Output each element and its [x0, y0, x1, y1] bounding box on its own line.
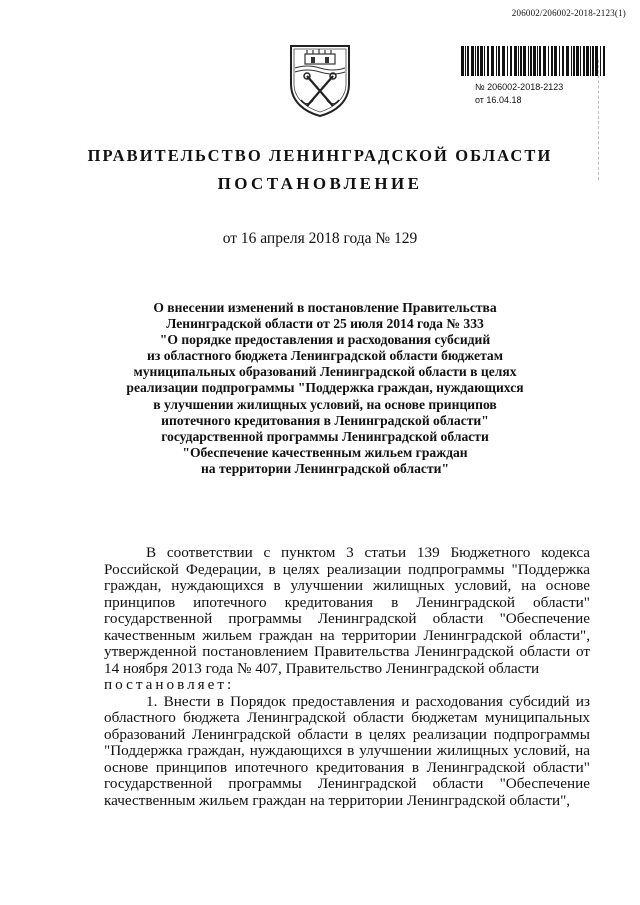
document-type: ПОСТАНОВЛЕНИЕ [217, 174, 423, 193]
coat-of-arms-icon [287, 42, 353, 118]
subject-line: муниципальных образований Ленинградской области в целях [133, 364, 517, 380]
government-title: ПРАВИТЕЛЬСТВО ЛЕНИНГРАДСКОЙ ОБЛАСТИ [87, 146, 553, 165]
subject-line: на территории Ленинградской области" [200, 460, 450, 476]
subject-line: из областного бюджета Ленинградской области бюджетам [147, 348, 503, 364]
subject-line: ипотечного кредитования в Ленинградской области" [161, 412, 489, 428]
subject-line: государственной программы Ленинградской области [161, 428, 489, 444]
subject-line: О внесении изменений в постановление Правительства [153, 300, 497, 315]
barcode-icon [461, 46, 609, 76]
document-subject [120, 300, 530, 477]
item-1-paragraph: 1. Внести в Порядок предоставления и расходования субсидий из областного бюджета Ленинградской области бюджетам муниципальных образований Ленинградской области в целях реализации подпрограммы "Поддержка граждан, нуждающихся в улучшении жилищных условий, на основе принципов ипотечного кредитования в Ленинградской области" государственной программы Ленинградской области "Обеспечение качественным жильем граждан на территории Ленинградской области", [104, 692, 590, 809]
registration-date: от 16.04.18 [475, 95, 522, 105]
document-body [104, 545, 590, 809]
preamble-paragraph: В соответствии с пунктом 3 статьи 139 Бюджетного кодекса Российской Федерации, в целях реализации подпрограммы "Поддержка граждан, нуждающихся в улучшении жилищных условий, на основе принципов ипотечного кредитования в Ленинградской области" государственной программы Ленинградской области "Обеспечение качественным жильем граждан на территории Ленинградской области", утвержденной постановлением Правительства Ленинградской области от 14 ноября 2013 года № 407, Правительство Ленинградской области [104, 544, 590, 677]
subject-line: "Обеспечение качественным жильем граждан [182, 444, 468, 460]
document-ref-code: 206002/206002-2018-2123(1) [511, 8, 626, 18]
registration-number: № 206002-2018-2123 [475, 82, 564, 92]
document-date: от 16 апреля 2018 года № 129 [222, 230, 418, 247]
subject-line: Ленинградской области от 25 июля 2014 года № 333 [166, 316, 484, 332]
registration-stamp [461, 46, 611, 105]
subject-line: "О порядке предоставления и расходования субсидий [159, 332, 491, 348]
resolution-word: постановляет: [104, 676, 235, 693]
subject-line: реализации подпрограммы "Поддержка граждан, нуждающихся [126, 380, 524, 396]
subject-line: в улучшении жилищных условий, на основе принципов [153, 396, 497, 412]
